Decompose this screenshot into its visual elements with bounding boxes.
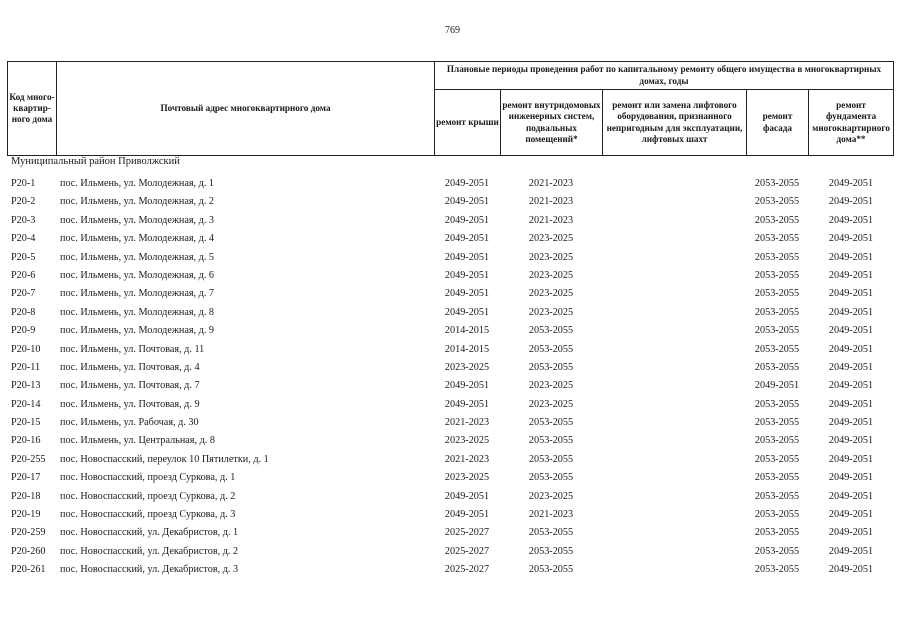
row-roof-period: 2049-2051 [444, 196, 490, 208]
row-code: Р20-5 [11, 251, 36, 263]
row-address: пос. Ильмень, ул. Молодежная, д. 8 [60, 306, 215, 318]
row-code: Р20-255 [11, 453, 46, 465]
row-foundation-period: 2049-2051 [828, 417, 874, 429]
row-facade-period: 2053-2055 [754, 417, 800, 429]
table-row [0, 360, 905, 378]
row-systems-period: 2021-2023 [528, 214, 574, 226]
row-address: пос. Ильмень, ул. Молодежная, д. 2 [60, 196, 215, 208]
row-roof-period: 2023-2025 [444, 361, 490, 373]
table-row [0, 415, 905, 433]
row-address: пос. Ильмень, ул. Молодежная, д. 5 [60, 251, 215, 263]
header-systems: ремонт внутридомовых инженерных систем, подвальных помещений* [500, 89, 603, 156]
row-address: пос. Ильмень, ул. Рабочая, д. 30 [60, 417, 199, 429]
row-address: пос. Ильмень, ул. Молодежная, д. 7 [60, 288, 215, 300]
row-systems-period: 2023-2025 [528, 490, 574, 502]
row-code: Р20-13 [11, 380, 41, 392]
table-row [0, 452, 905, 470]
row-roof-period: 2021-2023 [444, 417, 490, 429]
row-foundation-period: 2049-2051 [828, 288, 874, 300]
row-foundation-period: 2049-2051 [828, 233, 874, 245]
table-row [0, 305, 905, 323]
row-facade-period: 2053-2055 [754, 269, 800, 281]
row-systems-period: 2053-2055 [528, 545, 574, 557]
row-address: пос. Ильмень, ул. Молодежная, д. 1 [60, 178, 215, 189]
row-address: пос. Ильмень, ул. Почтовая, д. 7 [60, 380, 200, 392]
row-code: Р20-14 [11, 398, 41, 410]
row-facade-period: 2053-2055 [754, 288, 800, 300]
row-foundation-period: 2049-2051 [828, 509, 874, 521]
row-roof-period: 2049-2051 [444, 214, 490, 226]
row-foundation-period: 2049-2051 [828, 196, 874, 208]
row-systems-period: 2023-2025 [528, 306, 574, 318]
row-facade-period: 2053-2055 [754, 233, 800, 245]
row-address: пос. Ильмень, ул. Почтовая, д. 4 [60, 361, 200, 373]
row-foundation-period: 2049-2051 [828, 545, 874, 557]
row-code: Р20-7 [11, 288, 36, 300]
row-code: Р20-6 [11, 269, 36, 281]
row-code: Р20-9 [11, 325, 36, 337]
row-systems-period: 2023-2025 [528, 269, 574, 281]
row-systems-period: 2023-2025 [528, 251, 574, 263]
row-facade-period: 2053-2055 [754, 509, 800, 521]
row-systems-period: 2021-2023 [528, 178, 574, 189]
row-foundation-period: 2049-2051 [828, 472, 874, 484]
header-roof: ремонт крыши [434, 89, 501, 156]
header-lift: ремонт или замена лифтового оборудования, признанного непригодным для эксплуатации, лифтовых шахт [602, 89, 747, 156]
row-roof-period: 2014-2015 [444, 343, 490, 355]
row-code: Р20-1 [11, 178, 36, 189]
row-systems-period: 2053-2055 [528, 527, 574, 539]
header-periods: Плановые периоды проведения работ по капитальному ремонту общего имущества в многоквартирных домах, годы [434, 61, 894, 90]
row-address: пос. Новоспасский, ул. Декабристов, д. 1 [60, 527, 239, 539]
row-roof-period: 2049-2051 [444, 233, 490, 245]
table-row [0, 194, 905, 212]
table-row [0, 397, 905, 415]
row-systems-period: 2023-2025 [528, 398, 574, 410]
row-roof-period: 2049-2051 [444, 269, 490, 281]
table-row [0, 507, 905, 525]
row-address: пос. Ильмень, ул. Молодежная, д. 4 [60, 233, 215, 245]
row-roof-period: 2049-2051 [444, 380, 490, 392]
table-row [0, 525, 905, 543]
row-systems-period: 2053-2055 [528, 361, 574, 373]
row-roof-period: 2025-2027 [444, 545, 490, 557]
row-foundation-period: 2049-2051 [828, 490, 874, 502]
row-systems-period: 2023-2025 [528, 380, 574, 392]
row-code: Р20-18 [11, 490, 41, 502]
table-row [0, 213, 905, 231]
row-systems-period: 2053-2055 [528, 564, 574, 576]
row-code: Р20-15 [11, 417, 41, 429]
row-foundation-period: 2049-2051 [828, 325, 874, 337]
row-code: Р20-17 [11, 472, 41, 484]
row-foundation-period: 2049-2051 [828, 361, 874, 373]
row-facade-period: 2053-2055 [754, 527, 800, 539]
row-address: пос. Новоспасский, ул. Декабристов, д. 3 [60, 564, 239, 576]
row-roof-period: 2049-2051 [444, 288, 490, 300]
row-roof-period: 2049-2051 [444, 251, 490, 263]
row-facade-period: 2053-2055 [754, 472, 800, 484]
header-foundation: ремонт фундамента многоквартирного дома** [808, 89, 894, 156]
page-number: 769 [445, 25, 460, 36]
row-address: пос. Новоспасский, ул. Декабристов, д. 2 [60, 545, 239, 557]
table-row [0, 268, 905, 286]
row-roof-period: 2023-2025 [444, 472, 490, 484]
table-row [0, 231, 905, 249]
row-facade-period: 2053-2055 [754, 196, 800, 208]
row-systems-period: 2021-2023 [528, 196, 574, 208]
table-row [0, 286, 905, 304]
row-address: пос. Новоспасский, проезд Суркова, д. 1 [60, 472, 236, 484]
row-facade-period: 2053-2055 [754, 325, 800, 337]
row-foundation-period: 2049-2051 [828, 178, 874, 189]
row-facade-period: 2053-2055 [754, 251, 800, 263]
row-address: пос. Новоспасский, проезд Суркова, д. 3 [60, 509, 236, 521]
table-header [7, 61, 894, 156]
header-facade: ремонт фасада [746, 89, 809, 156]
row-roof-period: 2025-2027 [444, 527, 490, 539]
row-facade-period: 2053-2055 [754, 306, 800, 318]
row-systems-period: 2053-2055 [528, 435, 574, 447]
row-code: Р20-261 [11, 564, 46, 576]
row-systems-period: 2053-2055 [528, 325, 574, 337]
table-row [0, 433, 905, 451]
row-code: Р20-4 [11, 233, 36, 245]
row-foundation-period: 2049-2051 [828, 398, 874, 410]
row-roof-period: 2049-2051 [444, 490, 490, 502]
table-body [0, 176, 905, 581]
row-address: пос. Ильмень, ул. Молодежная, д. 6 [60, 269, 215, 281]
row-roof-period: 2025-2027 [444, 564, 490, 576]
row-code: Р20-260 [11, 545, 46, 557]
row-systems-period: 2053-2055 [528, 453, 574, 465]
row-systems-period: 2053-2055 [528, 343, 574, 355]
row-foundation-period: 2049-2051 [828, 380, 874, 392]
header-address: Почтовый адрес многоквартирного дома [56, 61, 435, 156]
row-address: пос. Ильмень, ул. Молодежная, д. 9 [60, 325, 215, 337]
row-foundation-period: 2049-2051 [828, 527, 874, 539]
row-systems-period: 2021-2023 [528, 509, 574, 521]
row-systems-period: 2053-2055 [528, 472, 574, 484]
row-systems-period: 2023-2025 [528, 233, 574, 245]
row-code: Р20-10 [11, 343, 41, 355]
table-row [0, 323, 905, 341]
row-address: пос. Новоспасский, проезд Суркова, д. 2 [60, 490, 236, 502]
row-address: пос. Ильмень, ул. Почтовая, д. 9 [60, 398, 200, 410]
row-address: пос. Ильмень, ул. Центральная, д. 8 [60, 435, 215, 447]
row-code: Р20-8 [11, 306, 36, 318]
row-code: Р20-16 [11, 435, 41, 447]
row-code: Р20-19 [11, 509, 41, 521]
row-roof-period: 2049-2051 [444, 509, 490, 521]
table-row [0, 250, 905, 268]
section-title: Муниципальный район Приволжский [11, 156, 180, 167]
row-foundation-period: 2049-2051 [828, 214, 874, 226]
row-code: Р20-11 [11, 361, 41, 373]
row-foundation-period: 2049-2051 [828, 435, 874, 447]
row-systems-period: 2023-2025 [528, 288, 574, 300]
row-roof-period: 2049-2051 [444, 306, 490, 318]
row-code: Р20-259 [11, 527, 46, 539]
row-facade-period: 2053-2055 [754, 453, 800, 465]
header-code: Код много-квартир-ного дома [7, 61, 57, 156]
table-row [0, 489, 905, 507]
row-roof-period: 2023-2025 [444, 435, 490, 447]
row-facade-period: 2053-2055 [754, 343, 800, 355]
row-facade-period: 2053-2055 [754, 178, 800, 189]
row-foundation-period: 2049-2051 [828, 269, 874, 281]
table-row [0, 378, 905, 396]
table-row [0, 342, 905, 360]
table-row [0, 470, 905, 488]
row-facade-period: 2053-2055 [754, 398, 800, 410]
row-roof-period: 2021-2023 [444, 453, 490, 465]
row-systems-period: 2053-2055 [528, 417, 574, 429]
row-facade-period: 2049-2051 [754, 380, 800, 392]
row-address: пос. Новоспасский, переулок 10 Пятилетки, д. 1 [60, 453, 269, 465]
table-row [0, 176, 905, 194]
row-roof-period: 2049-2051 [444, 398, 490, 410]
row-facade-period: 2053-2055 [754, 564, 800, 576]
table-row [0, 544, 905, 562]
row-foundation-period: 2049-2051 [828, 564, 874, 576]
row-address: пос. Ильмень, ул. Молодежная, д. 3 [60, 214, 215, 226]
row-address: пос. Ильмень, ул. Почтовая, д. 11 [60, 343, 205, 355]
table-row [0, 562, 905, 580]
row-facade-period: 2053-2055 [754, 490, 800, 502]
row-facade-period: 2053-2055 [754, 361, 800, 373]
row-facade-period: 2053-2055 [754, 545, 800, 557]
row-foundation-period: 2049-2051 [828, 306, 874, 318]
row-foundation-period: 2049-2051 [828, 453, 874, 465]
row-facade-period: 2053-2055 [754, 435, 800, 447]
row-roof-period: 2049-2051 [444, 178, 490, 189]
row-roof-period: 2014-2015 [444, 325, 490, 337]
row-foundation-period: 2049-2051 [828, 251, 874, 263]
row-facade-period: 2053-2055 [754, 214, 800, 226]
row-code: Р20-3 [11, 214, 36, 226]
row-code: Р20-2 [11, 196, 36, 208]
row-foundation-period: 2049-2051 [828, 343, 874, 355]
